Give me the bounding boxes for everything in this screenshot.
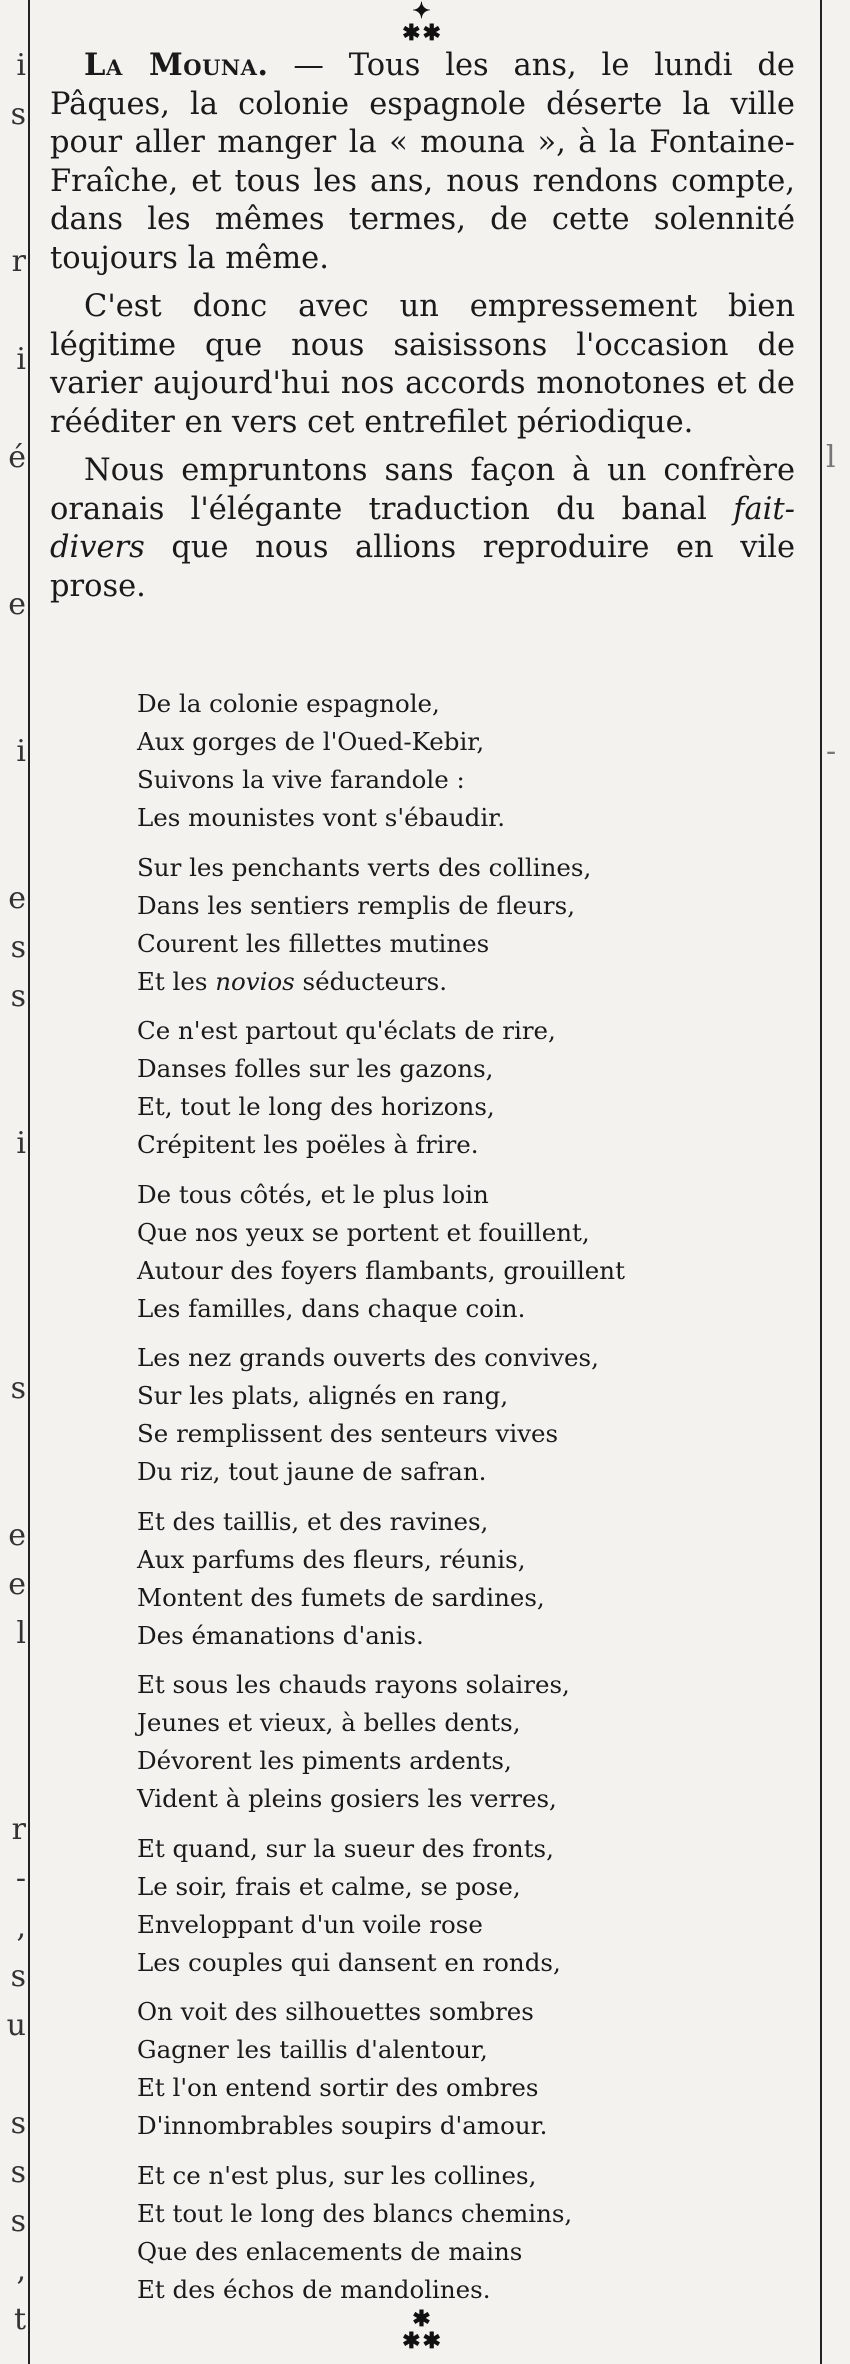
column-fragment: e <box>8 882 26 916</box>
poem-line: Et quand, sur la sueur des fronts, <box>137 1833 554 1863</box>
column-fragment: i <box>16 1127 26 1161</box>
poem-line: Et l'on entend sortir des ombres <box>137 2073 539 2102</box>
paragraph-1-text: — Tous les ans, le lundi de Pâques, la colonie espagnole déserte la ville pour aller manger la « mouna », à la Fontaine-Fraîche, et tous les ans, nous rendons compte, dans les mêmes termes, de cette solennité toujours la même. <box>50 48 795 276</box>
column-fragment: , <box>16 2254 26 2288</box>
column-fragment: i <box>16 49 26 83</box>
poem-line: De tous côtés, et le plus loin <box>137 1179 489 1209</box>
column-fragment: r <box>11 1813 26 1847</box>
poem-stanza <box>137 849 797 1001</box>
poem-line <box>137 963 797 1001</box>
paragraph-1 <box>50 46 795 278</box>
poem-line: Que des enlacements de mains <box>137 2236 523 2266</box>
poem-line: D'innombrables soupirs d'amour. <box>137 2111 548 2140</box>
column-fragment: i <box>16 343 26 377</box>
poem <box>137 685 797 2320</box>
poem-line: Courent les fillettes mutines <box>137 928 490 958</box>
top-asterism: ✦ ✱✱ <box>402 0 443 46</box>
column-fragment: r <box>11 245 26 279</box>
poem-line: Ce n'est partout qu'éclats de rire, <box>137 1016 556 1045</box>
poem-stanza <box>137 1830 797 1982</box>
bottom-asterism: ✱ ✱✱ <box>402 2306 443 2354</box>
poem-line: Que nos yeux se portent et fouillent, <box>137 1217 590 1247</box>
poem-line: Enveloppant d'un voile rose <box>137 1909 483 1939</box>
poem-line: On voit des silhouettes sombres <box>137 1997 534 2026</box>
column-rule-left <box>28 0 30 2364</box>
paragraph-2: C'est donc avec un empressement bien légitime que nous saisissons l'occasion de varier aujourd'hui nos accords monotones et de rééditer en vers cet entrefilet périodique. <box>50 289 795 440</box>
poem-line: Et ce n'est plus, sur les collines, <box>137 2160 537 2190</box>
poem-stanza <box>137 685 797 837</box>
poem-line: Et tout le long des blancs chemins, <box>137 2198 573 2228</box>
column-fragment: s <box>10 2107 26 2141</box>
poem-line: Le soir, frais et calme, se pose, <box>137 1871 521 1901</box>
column-fragment: i <box>16 735 26 769</box>
poem-line: Et des échos de mandolines. <box>137 2274 491 2304</box>
poem-line: Sur les penchants verts des collines, <box>137 852 592 882</box>
poem-line-italic: novios <box>215 966 295 996</box>
poem-stanza <box>137 1176 797 1328</box>
column-fragment: l <box>16 1617 26 1651</box>
poem-line: Suivons la vive farandole : <box>137 765 465 794</box>
poem-line: Jeunes et vieux, à belles dents, <box>137 1708 521 1737</box>
column-fragment: u <box>6 2009 26 2043</box>
poem-line: Les couples qui dansent en ronds, <box>137 1947 561 1977</box>
poem-line: Aux parfums des fleurs, réunis, <box>137 1544 526 1574</box>
poem-line: Danses folles sur les gazons, <box>137 1054 494 1083</box>
paragraph-3 <box>50 452 795 606</box>
paragraph-3-end: que nous allions reproduire en vile prose. <box>50 530 795 604</box>
column-fragment: t <box>13 2303 26 2337</box>
poem-stanza <box>137 1993 797 2145</box>
column-fragment: s <box>10 2205 26 2239</box>
column-fragment: s <box>10 931 26 965</box>
column-fragment: s <box>10 1960 26 1994</box>
poem-line: Et, tout le long des horizons, <box>137 1092 495 1121</box>
poem-stanza <box>137 1666 797 1818</box>
column-fragment: s <box>10 2156 26 2190</box>
poem-line: Gagner les taillis d'alentour, <box>137 2035 488 2064</box>
poem-line: Les nez grands ouverts des convives, <box>137 1343 599 1372</box>
poem-line: Aux gorges de l'Oued-Kebir, <box>137 727 485 756</box>
column-fragment: s <box>10 98 26 132</box>
column-fragment: e <box>8 588 26 622</box>
poem-line: Sur les plats, alignés en rang, <box>137 1381 509 1410</box>
article-title: La Mouna. <box>84 47 269 83</box>
column-fragment: - <box>826 735 837 769</box>
column-rule-right <box>820 0 822 2364</box>
column-fragment: - <box>15 1862 26 1896</box>
column-fragment: s <box>10 980 26 1014</box>
column-fragment: e <box>8 1519 26 1553</box>
column-fragment: , <box>16 1911 26 1945</box>
poem-line: Les mounistes vont s'ébaudir. <box>137 803 505 832</box>
poem-line: Crépitent les poëles à frire. <box>137 1130 479 1159</box>
paragraph-3-start: Nous empruntons sans façon à un confrère oranais l'élégante traduction du banal <box>50 453 795 527</box>
column-fragment: e <box>8 1568 26 1602</box>
poem-stanza <box>137 2157 797 2309</box>
poem-line: Dévorent les piments ardents, <box>137 1746 512 1775</box>
paragraph-3-italic: fait-divers <box>50 491 795 565</box>
column-fragment: é <box>8 441 26 475</box>
poem-line: Les familles, dans chaque coin. <box>137 1293 526 1323</box>
poem-stanza <box>137 1339 797 1491</box>
poem-stanza <box>137 1503 797 1655</box>
article-prose <box>50 46 795 616</box>
poem-line: Des émanations d'anis. <box>137 1620 424 1650</box>
poem-stanza <box>137 1012 797 1164</box>
poem-line: Du riz, tout jaune de safran. <box>137 1457 487 1486</box>
poem-line: Se remplissent des senteurs vives <box>137 1419 559 1448</box>
poem-line: Vident à pleins gosiers les verres, <box>137 1784 557 1813</box>
poem-line: Dans les sentiers remplis de fleurs, <box>137 890 576 920</box>
column-fragment: l <box>826 441 836 475</box>
poem-line: Autour des foyers flambants, grouillent <box>137 1255 625 1285</box>
column-fragment: s <box>10 1372 26 1406</box>
poem-line-part: séducteurs. <box>294 966 447 996</box>
poem-line: Montent des fumets de sardines, <box>137 1582 545 1612</box>
poem-line: Et des taillis, et des ravines, <box>137 1506 489 1536</box>
poem-line: Et sous les chauds rayons solaires, <box>137 1670 570 1699</box>
poem-line-part: Et les <box>137 966 216 996</box>
poem-line: De la colonie espagnole, <box>137 689 440 718</box>
